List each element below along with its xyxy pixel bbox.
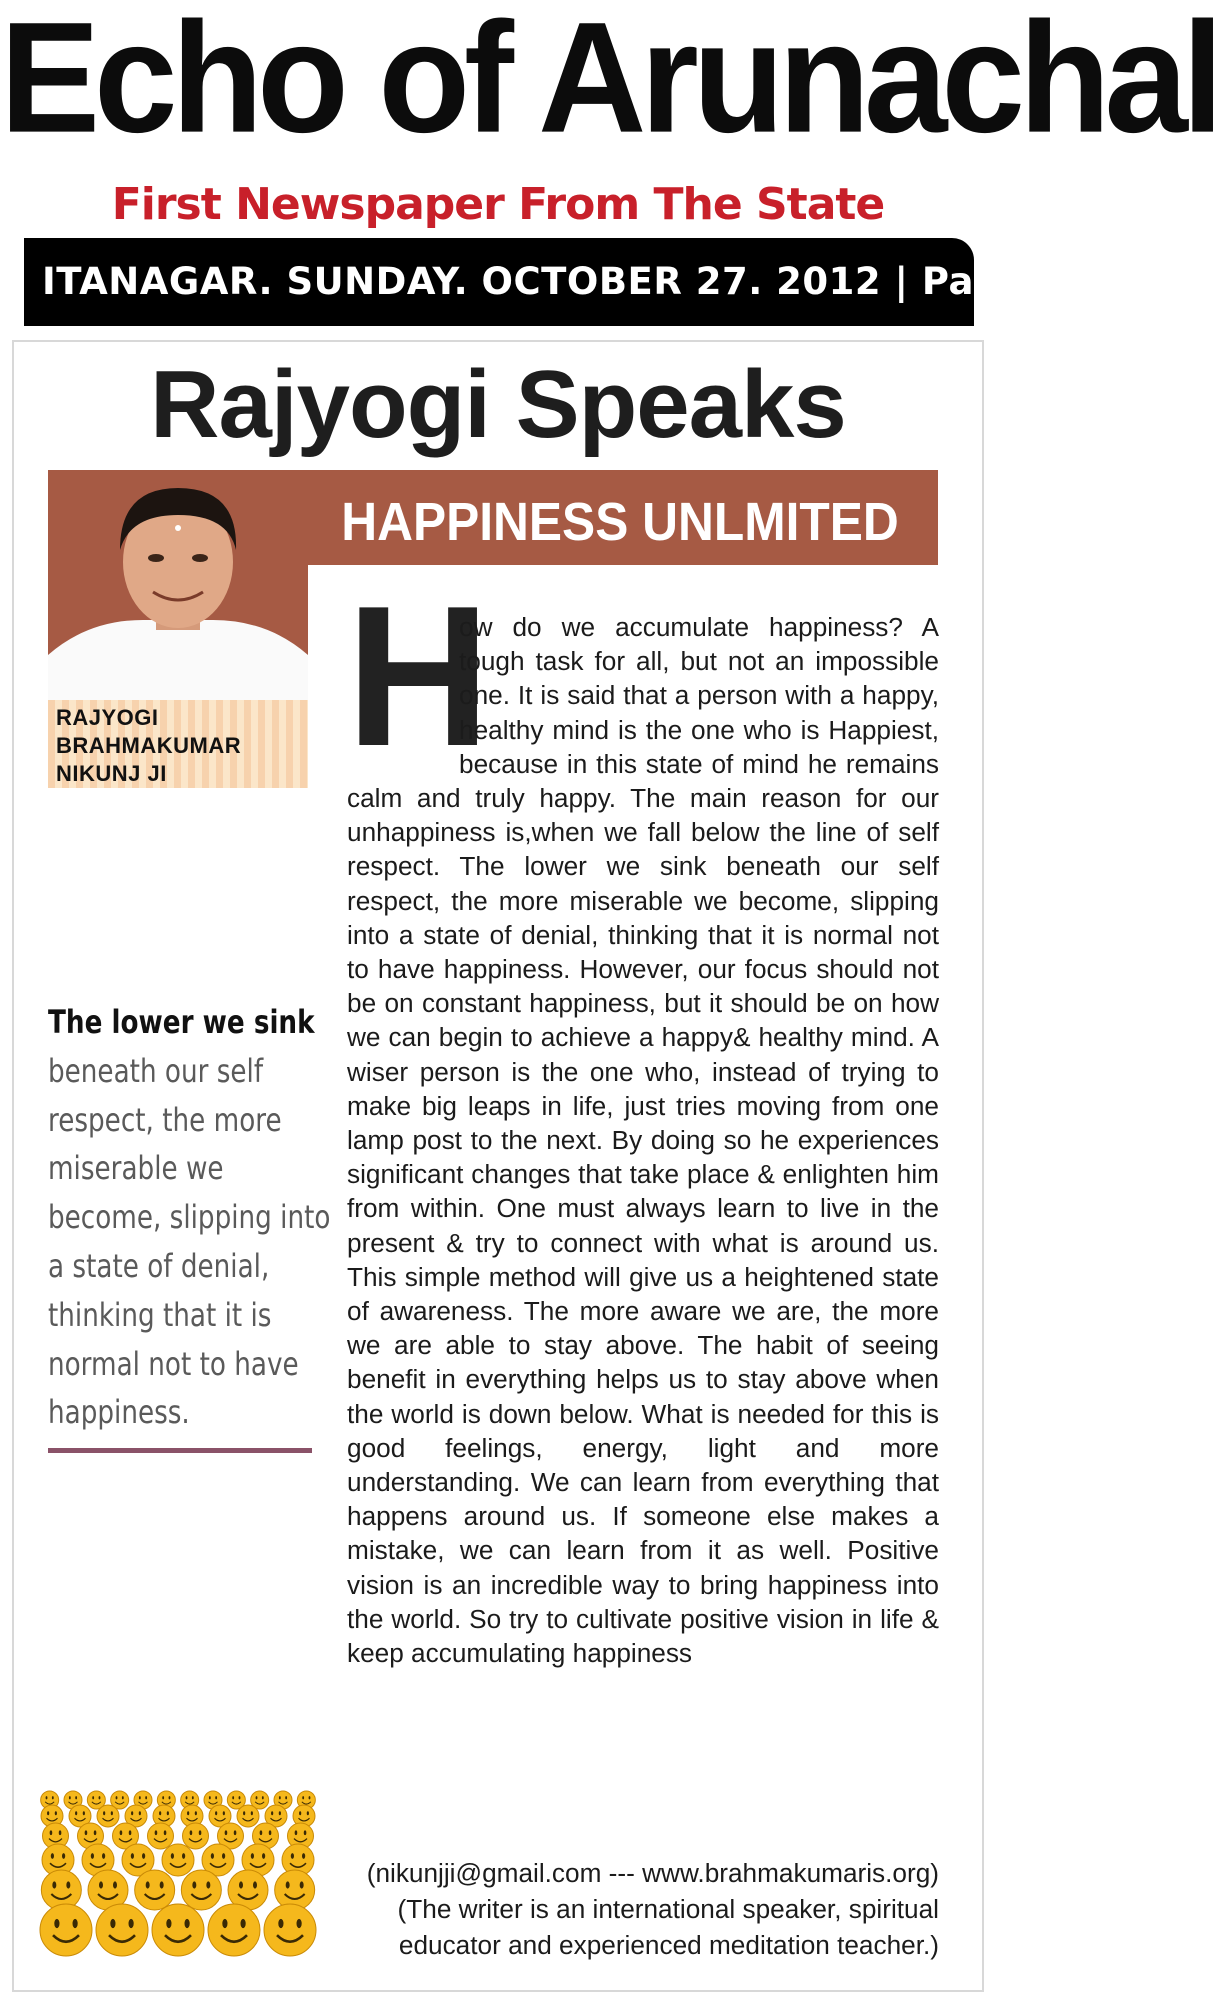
author-name-line-3: NIKUNJ JI — [56, 761, 167, 786]
smiley-face-icon — [162, 1844, 194, 1876]
smiley-face-icon — [264, 1904, 316, 1956]
dateline-text: ITANAGAR. SUNDAY. OCTOBER 27. 2012 | Page 3 — [42, 260, 1067, 303]
column-title: Rajyogi Speaks — [150, 351, 846, 458]
smiley-face-icon — [96, 1904, 148, 1956]
newspaper-masthead: Echo of Arunachal — [0, 0, 1218, 166]
author-name — [56, 704, 241, 788]
pull-quote-rule — [48, 1448, 312, 1453]
smiley-faces-image — [38, 1790, 318, 1962]
masthead-tagline: First Newspaper From The State — [111, 179, 885, 230]
article-body-text: ow do we accumulate happiness? A tough task for all, but not an impossible one. It is said that a person with a happy, healthy mind is the one who is Happiest, because in this state of mind he remains calm and truly happy. The main reason for our unhappiness is,when we fall below the line of self respect. The lower we sink beneath our self respect, the more miserable we become, slipping into a state of denial, thinking that it is normal not to have happiness. However, our focus should not be on constant happiness, but it should be on how we can begin to achieve a happy& healthy mind. A wiser person is the one who, instead of trying to make big leaps in life, just tries moving from one lamp post to the next. By doing so he experiences significant changes that take place & enlighten him from within. One must always learn to live in the present & try to connect with what is around us. This simple method will give us a heightened state of awareness. The more aware we are, the more we are able to stay above. The habit of seeing benefit in everything helps us to stay above when the world is down below. What is needed for this is good feelings, energy, light and more understanding. We can learn from everything that happens around us. If someone else makes a mistake, we can learn from it as well. Positive vision is an incredible way to bring happiness into the world. So try to cultivate positive vision in life & keep accumulating happiness — [347, 612, 939, 1669]
author-bio-line-1: (The writer is an international speaker, spiritual — [397, 1894, 939, 1924]
contact-links: (nikunjji@gmail.com --- www.brahmakumaris.org) — [366, 1858, 939, 1888]
author-photo — [48, 470, 308, 700]
author-bio-line-2: educator and experienced meditation teacher.) — [398, 1930, 939, 1960]
pull-quote — [48, 998, 343, 1437]
smiley-face-icon — [40, 1904, 92, 1956]
smiley-face-icon — [181, 1870, 221, 1910]
smiley-face-icon — [208, 1904, 260, 1956]
smiley-face-icon — [183, 1823, 209, 1849]
smiley-face-icon — [97, 1805, 119, 1827]
pull-quote-text: beneath our self respect, the more miserable we become, slipping into a state of denial, thinking that it is normal not to have happiness. — [48, 1051, 331, 1432]
smiley-face-icon — [148, 1823, 174, 1849]
author-name-box — [48, 700, 308, 788]
author-name-line-2: BRAHMAKUMAR — [56, 733, 242, 758]
author-contact — [347, 1855, 939, 1963]
author-name-line-1: RAJYOGI — [56, 705, 159, 730]
drop-cap: H — [346, 565, 491, 788]
smiley-face-icon — [135, 1870, 175, 1910]
smiley-face-icon — [152, 1904, 204, 1956]
article-headline: HAPPINESS UNLMITED — [341, 492, 899, 552]
article-body — [347, 610, 939, 1670]
smiley-face-icon — [237, 1805, 259, 1827]
dateline-bar — [24, 238, 1067, 326]
pull-quote-lead: The lower we sink — [48, 1003, 315, 1041]
